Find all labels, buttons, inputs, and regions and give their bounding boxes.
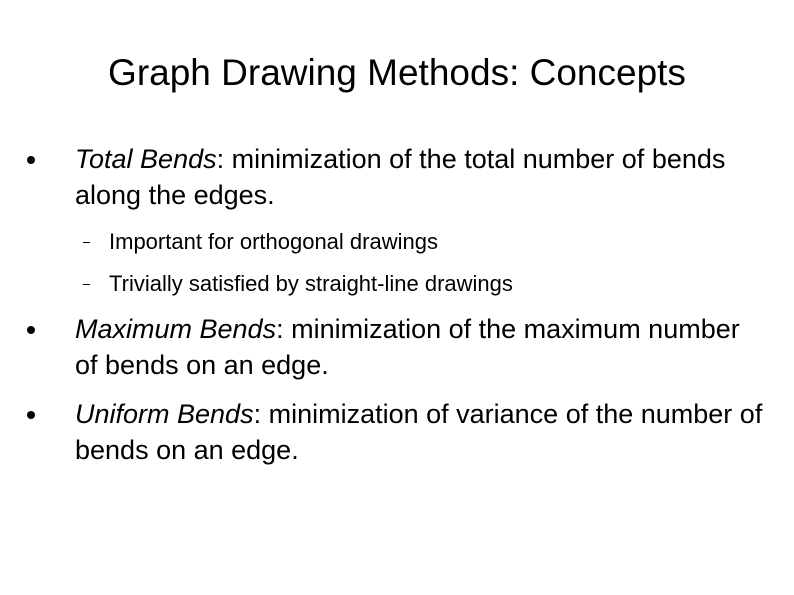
bullet-term: Maximum Bends [75, 314, 277, 344]
dash-icon [83, 242, 90, 243]
subitem-text: Trivially satisfied by straight-line drawings [109, 271, 513, 296]
bullet-uniform-bends [75, 396, 765, 468]
bullet-term: Total Bends [75, 144, 217, 174]
bullet-text: : minimization of variance of the number of bends on an edge. [75, 399, 763, 465]
slide-title: Graph Drawing Methods: Concepts [108, 52, 686, 93]
bullet-total-bends [75, 141, 765, 213]
bullet-dot-icon [27, 326, 35, 334]
bullet-maximum-bends [75, 311, 765, 383]
subitem-straight-line [109, 270, 749, 298]
bullet-dot-icon [27, 156, 35, 164]
bullet-text: : minimization of the total number of bends along the edges. [75, 144, 726, 210]
subitem-orthogonal [109, 228, 749, 256]
bullet-dot-icon [27, 411, 35, 419]
bullet-term: Uniform Bends [75, 399, 254, 429]
subitem-text: Important for orthogonal drawings [109, 229, 438, 254]
bullet-text: : minimization of the maximum number of bends on an edge. [75, 314, 740, 380]
dash-icon [83, 284, 90, 285]
